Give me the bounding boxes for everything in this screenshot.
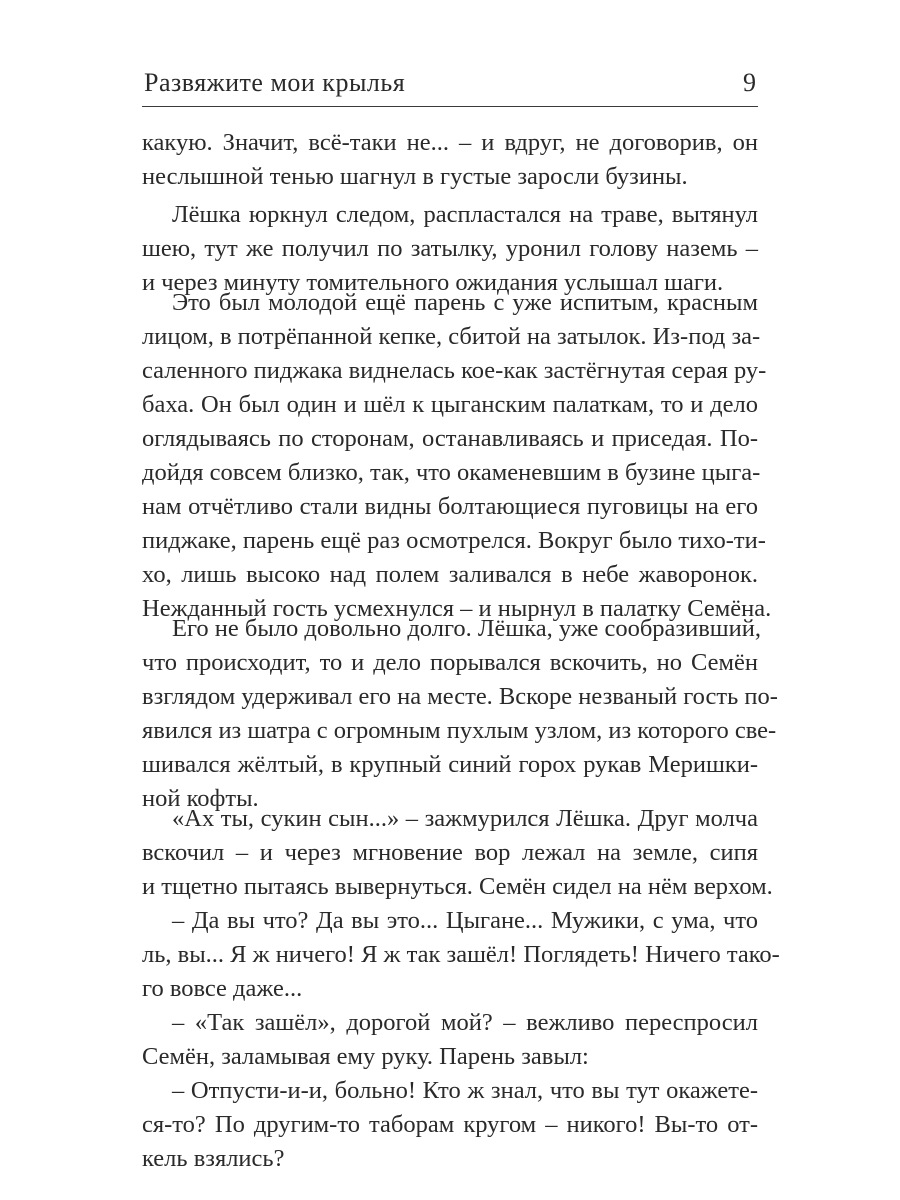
text-line: «Ах ты, сукин сын...» – зажмурился Лёшка. Друг молча [172,805,758,832]
text-line: Это был молодой ещё парень с уже испитым, красным [172,289,758,316]
text-line: ль, вы... Я ж ничего! Я ж так зашёл! Поглядеть! Ничего тако- [142,941,780,968]
text-line: явился из шатра с огромным пухлым узлом, из которого све- [142,717,777,744]
text-line: ся-то? По другим-то таборам кругом – никого! Вы-то от- [142,1111,758,1138]
text-line: неслышной тенью шагнул в густые заросли бузины. [142,163,688,190]
text-line: – Да вы что? Да вы это... Цыгане... Мужики, с ума, что [172,907,758,934]
text-line: что происходит, то и дело порывался вскочить, но Семён [142,649,758,676]
running-head [142,66,758,104]
text-line: Семён, заламывая ему руку. Парень завыл: [142,1043,589,1070]
text-line: и через минуту томительного ожидания услышал шаги. [142,269,724,296]
text-line: саленного пиджака виднелась кое-как застёгнутая серая ру- [142,357,767,384]
text-line: Нежданный гость усмехнулся – и нырнул в палатку Семёна. [142,595,772,622]
text-line: шею, тут же получил по затылку, уронил голову наземь – [142,235,758,262]
text-line: оглядываясь по сторонам, останавливаясь и приседая. По- [142,425,758,452]
text-line: ной кофты. [142,785,259,812]
header-title: Развяжите мои крылья [144,68,406,97]
text-line: и тщетно пытаясь вывернуться. Семён сидел на нём верхом. [142,873,773,900]
text-line: – «Так зашёл», дорогой мой? – вежливо переспросил [172,1009,758,1036]
text-line: кель взялись? [142,1145,285,1172]
text-line: пиджаке, парень ещё раз осмотрелся. Вокруг было тихо-ти- [142,527,766,554]
text-line: хо, лишь высоко над полем заливался в небе жаворонок. [142,561,758,588]
text-line: го вовсе даже... [142,975,303,1002]
text-line: взглядом удерживал его на месте. Вскоре незваный гость по- [142,683,778,710]
page-number: 9 [743,68,756,97]
text-line: – Отпусти-и-и, больно! Кто ж знал, что вы тут окажете- [172,1077,758,1104]
text-line: Лёшка юркнул следом, распластался на траве, вытянул [172,201,758,228]
text-line: Его не было довольно долго. Лёшка, уже сообразивший, [172,615,761,642]
text-line: дойдя совсем близко, так, что окаменевшим в бузине цыга- [142,459,761,486]
text-line: лицом, в потрёпанной кепке, сбитой на затылок. Из-под за- [142,323,761,350]
text-line: шивался жёлтый, в крупный синий горох рукав Меришки- [142,751,758,778]
text-line: баха. Он был один и шёл к цыганским палаткам, то и дело [142,391,758,418]
text-line: какую. Значит, всё-таки не... – и вдруг, не договорив, он [142,129,758,156]
text-line: нам отчётливо стали видны болтающиеся пуговицы на его [142,493,758,520]
header-rule [142,106,758,107]
text-line: вскочил – и через мгновение вор лежал на земле, сипя [142,839,758,866]
